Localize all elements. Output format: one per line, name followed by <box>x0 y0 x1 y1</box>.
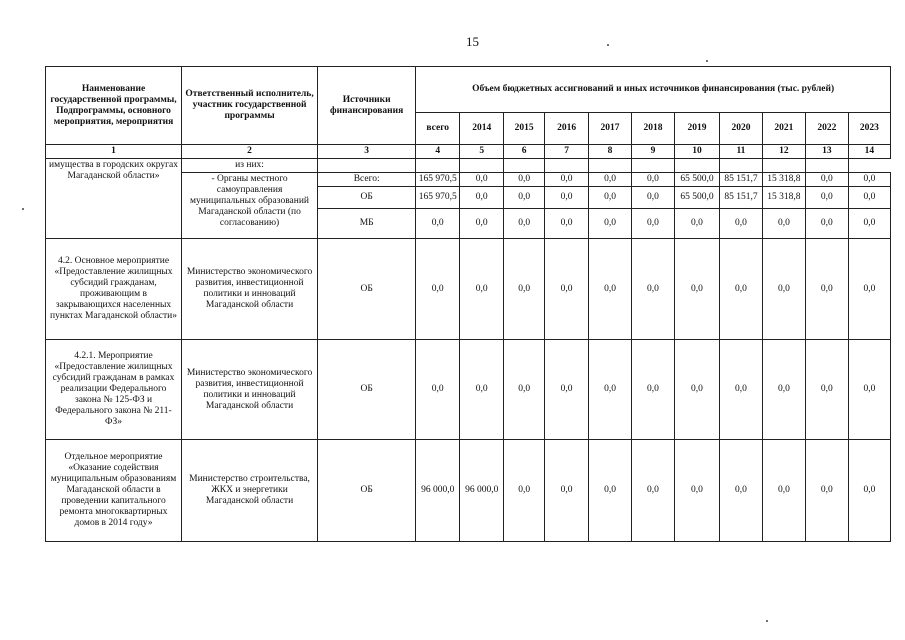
scan-speck <box>766 620 768 622</box>
value-cell: 0,0 <box>545 440 589 542</box>
header-year: 2021 <box>762 113 805 145</box>
scan-speck <box>706 60 708 62</box>
responsible-cell: Министерство экономического развития, инвестиционной политики и инноваций Магаданской области <box>182 239 318 340</box>
value-cell: 0,0 <box>632 187 675 209</box>
value-cell: 0,0 <box>504 187 545 209</box>
value-cell: 0,0 <box>632 209 675 239</box>
value-cell: 0,0 <box>805 340 848 440</box>
value-cell: 0,0 <box>805 209 848 239</box>
value-cell: 0,0 <box>589 440 632 542</box>
value-cell: 0,0 <box>762 239 805 340</box>
column-number: 5 <box>460 145 504 159</box>
column-number: 7 <box>545 145 589 159</box>
program-name-cell: имущества в городских округах Магаданской области» <box>46 159 182 239</box>
program-name-cell: 4.2.1. Мероприятие «Предоставление жилищных субсидий гражданам в рамках реализации Федерального закона № 125-ФЗ и Федерального закона № 211-ФЗ» <box>46 340 182 440</box>
value-cell: 0,0 <box>719 209 762 239</box>
value-cell: 15 318,8 <box>762 173 805 187</box>
value-cell: 0,0 <box>848 340 890 440</box>
column-number-row <box>46 145 891 159</box>
value-cell: 96 000,0 <box>460 440 504 542</box>
value-cell: 85 151,7 <box>719 187 762 209</box>
value-cell: 0,0 <box>805 173 848 187</box>
value-cell: 165 970,5 <box>416 187 460 209</box>
value-cell: 0,0 <box>674 340 719 440</box>
value-cell: 0,0 <box>589 239 632 340</box>
value-cell: 0,0 <box>460 173 504 187</box>
value-cell: 0,0 <box>589 209 632 239</box>
value-cell: 15 318,8 <box>762 187 805 209</box>
value-cell: 0,0 <box>460 209 504 239</box>
header-year: 2014 <box>460 113 504 145</box>
value-cell: 0,0 <box>674 239 719 340</box>
column-number: 1 <box>46 145 182 159</box>
column-number: 12 <box>762 145 805 159</box>
value-cell: 0,0 <box>504 440 545 542</box>
value-cell: 0,0 <box>848 209 890 239</box>
header-year: 2015 <box>504 113 545 145</box>
value-cell: 0,0 <box>848 239 890 340</box>
value-cell: 0,0 <box>632 173 675 187</box>
value-cell: 165 970,5 <box>416 173 460 187</box>
value-cell: 0,0 <box>460 187 504 209</box>
program-name-cell: Отдельное мероприятие «Оказание содействия муниципальным образованиям Магаданской области в проведении капитального ремонта многоквартирных домов в 2014 году» <box>46 440 182 542</box>
header-year: 2019 <box>674 113 719 145</box>
header-year: 2020 <box>719 113 762 145</box>
scan-speck <box>22 208 24 210</box>
value-cell: 0,0 <box>848 187 890 209</box>
header-row-top <box>46 67 891 113</box>
value-cell: 0,0 <box>805 187 848 209</box>
value-cell: 0,0 <box>632 239 675 340</box>
value-cell: 0,0 <box>416 209 460 239</box>
column-number: 6 <box>504 145 545 159</box>
value-cell: 0,0 <box>416 340 460 440</box>
value-cell: 0,0 <box>460 340 504 440</box>
value-cell: 0,0 <box>848 440 890 542</box>
value-cell: 65 500,0 <box>674 187 719 209</box>
value-cell: 0,0 <box>674 209 719 239</box>
header-name: Наименование государственной программы, Подпрограммы, основного мероприятия, мероприятия <box>46 67 182 145</box>
value-cell: 0,0 <box>545 209 589 239</box>
header-year: всего <box>416 113 460 145</box>
column-number: 8 <box>589 145 632 159</box>
column-number: 3 <box>318 145 416 159</box>
value-cell: 0,0 <box>719 440 762 542</box>
header-year: 2023 <box>848 113 890 145</box>
column-number: 9 <box>632 145 675 159</box>
value-cell: 0,0 <box>848 173 890 187</box>
scan-speck <box>607 44 609 46</box>
responsible-cell: Министерство экономического развития, инвестиционной политики и инноваций Магаданской области <box>182 340 318 440</box>
program-name-cell: 4.2. Основное мероприятие «Предоставление жилищных субсидий гражданам, проживающим в закрывающихся населенных пунктах Магаданской области» <box>46 239 182 340</box>
responsible-cell: Министерство строительства, ЖКХ и энергетики Магаданской области <box>182 440 318 542</box>
value-cell: 0,0 <box>504 173 545 187</box>
source-cell: ОБ <box>318 239 416 340</box>
value-cell: 0,0 <box>504 209 545 239</box>
column-number: 10 <box>674 145 719 159</box>
value-cell: 96 000,0 <box>416 440 460 542</box>
source-cell: ОБ <box>318 187 416 209</box>
value-cell: 0,0 <box>545 187 589 209</box>
value-cell: 0,0 <box>719 340 762 440</box>
value-cell: 0,0 <box>762 209 805 239</box>
value-cell: 0,0 <box>545 173 589 187</box>
header-year: 2018 <box>632 113 675 145</box>
value-cell: 0,0 <box>589 173 632 187</box>
value-cell: 65 500,0 <box>674 173 719 187</box>
budget-table <box>45 66 891 542</box>
value-cell: 0,0 <box>504 340 545 440</box>
responsible-cell: - Органы местного самоуправления муниципальных образований Магаданской области (по согласованию) <box>182 173 318 239</box>
column-number: 2 <box>182 145 318 159</box>
column-number: 14 <box>848 145 890 159</box>
value-cell: 0,0 <box>504 239 545 340</box>
value-cell: 0,0 <box>545 340 589 440</box>
value-cell: 0,0 <box>632 340 675 440</box>
header-year: 2016 <box>545 113 589 145</box>
value-cell: 0,0 <box>719 239 762 340</box>
column-number: 4 <box>416 145 460 159</box>
value-cell: 0,0 <box>460 239 504 340</box>
header-sources: Источники финансирования <box>318 67 416 145</box>
header-responsible: Ответственный исполнитель, участник государственной программы <box>182 67 318 145</box>
source-cell: ОБ <box>318 440 416 542</box>
table-row <box>46 340 891 440</box>
value-cell: 0,0 <box>589 340 632 440</box>
page-number: 15 <box>466 34 479 49</box>
value-cell: 0,0 <box>762 440 805 542</box>
value-cell: 0,0 <box>589 187 632 209</box>
column-number: 11 <box>719 145 762 159</box>
value-cell: 0,0 <box>805 440 848 542</box>
value-cell: 0,0 <box>545 239 589 340</box>
header-year: 2022 <box>805 113 848 145</box>
value-cell: 0,0 <box>416 239 460 340</box>
value-cell: 0,0 <box>632 440 675 542</box>
table-row <box>46 239 891 340</box>
source-cell: Всего: <box>318 173 416 187</box>
value-cell: 0,0 <box>674 440 719 542</box>
value-cell: 85 151,7 <box>719 173 762 187</box>
responsible-heading: из них: <box>182 159 318 173</box>
value-cell: 0,0 <box>805 239 848 340</box>
column-number: 13 <box>805 145 848 159</box>
table-row <box>46 159 891 173</box>
source-cell: ОБ <box>318 340 416 440</box>
table-row <box>46 440 891 542</box>
header-year: 2017 <box>589 113 632 145</box>
value-cell: 0,0 <box>762 340 805 440</box>
source-cell: МБ <box>318 209 416 239</box>
header-funding-group: Объем бюджетных ассигнований и иных источников финансирования (тыс. рублей) <box>416 67 891 113</box>
